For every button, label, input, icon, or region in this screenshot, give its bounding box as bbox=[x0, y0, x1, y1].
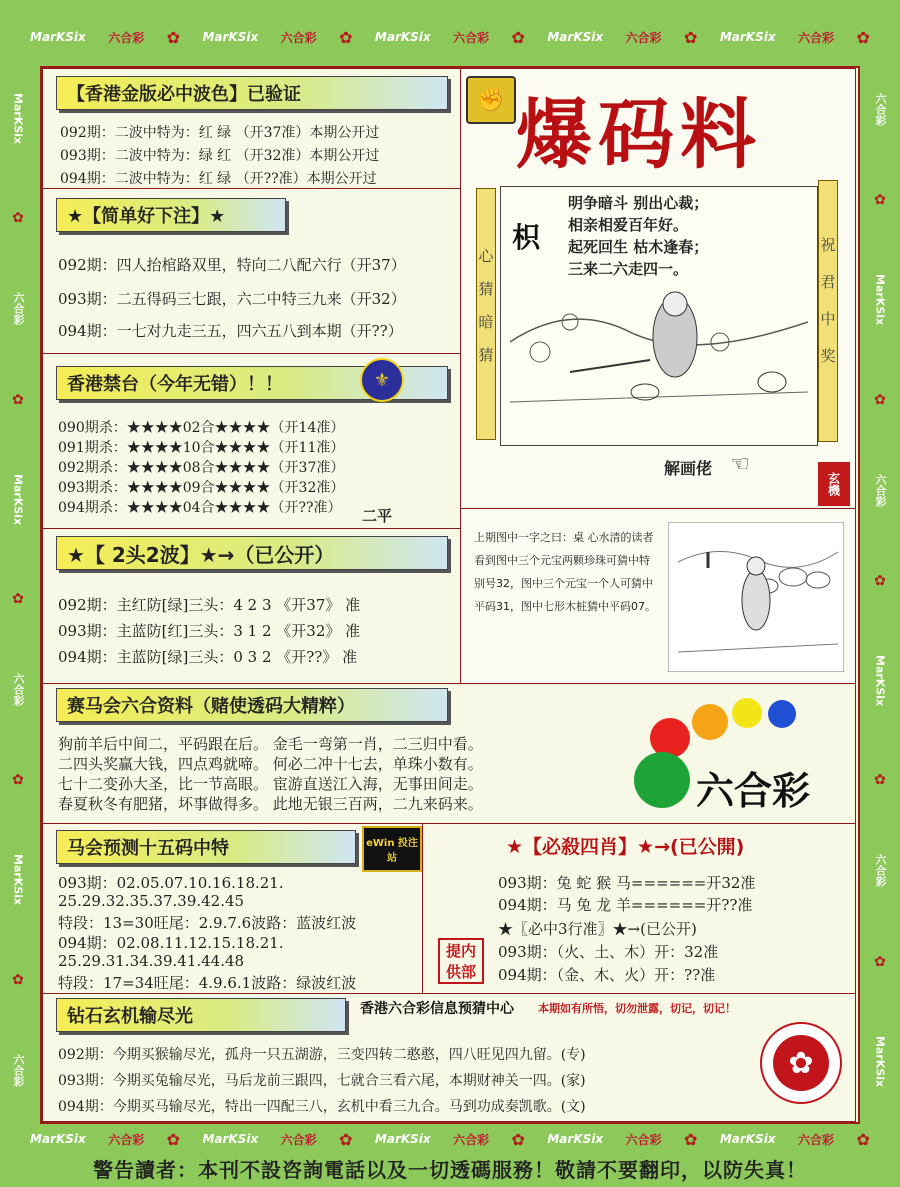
text-line: 092期：四人抬棺路双里，特向二八配六行（开37） bbox=[58, 256, 406, 274]
section-title: 【香港金版必中波色】已验证 bbox=[56, 76, 448, 110]
section-title: ★【必殺四肖】★→(已公開) bbox=[506, 836, 745, 858]
brand-cn-text: 六合彩 bbox=[12, 1053, 25, 1087]
poster-illustration bbox=[510, 282, 808, 432]
left-border-strip bbox=[6, 60, 30, 1120]
brand-cn-text: 六合彩 bbox=[453, 1132, 490, 1147]
brand-text: MarKSix bbox=[374, 1132, 431, 1146]
text-line: 093期：兔 蛇 猴 马======开32准 bbox=[498, 874, 756, 892]
flower-icon: ✿ bbox=[874, 192, 886, 209]
flower-icon: ✿ bbox=[339, 1129, 353, 1149]
flower-icon: ✿ bbox=[874, 772, 886, 789]
brand-text: MarKSix bbox=[30, 30, 86, 44]
brand-text: MarKSix bbox=[11, 473, 25, 525]
text-line: 094期：今期买马输尽光，特出一四配三八，玄机中看三九合。马到功成奏凯歌。(文) bbox=[58, 1099, 586, 1115]
text-line: 特段：17=34旺尾：4.9.6.1波路：绿波红波 bbox=[58, 974, 357, 992]
poster-title: 爆码料 bbox=[516, 90, 762, 179]
flower-icon: ✿ bbox=[874, 572, 886, 589]
brand-cn-text: 六合彩 bbox=[874, 473, 887, 507]
text-line: 091期杀：★★★★10合★★★★（开11准） bbox=[58, 440, 345, 456]
text-line: 092期：二波中特为：红 绿 （开37准）本期公开过 bbox=[60, 125, 380, 141]
warning-banner: 警告讀者：本刊不設咨詢電話以及一切透碼服務！敬請不要翻印，以防失真！ bbox=[0, 1150, 900, 1187]
hint-label: 解画佬 bbox=[664, 459, 713, 478]
flower-icon: ✿ bbox=[339, 27, 353, 47]
text-line: 093期：主蓝防[红]三头：3 1 2 《开32》 准 bbox=[58, 622, 361, 640]
flower-icon: ✿ bbox=[856, 27, 870, 47]
brand-text: MarKSix bbox=[30, 1132, 86, 1146]
logo-text: 六合彩 bbox=[696, 768, 811, 813]
text-line: 094期：一七对九走三五，四六五八到本期（开??） bbox=[58, 322, 403, 340]
clue-illustration bbox=[668, 522, 844, 672]
flower-icon: ✿ bbox=[12, 210, 24, 227]
right-border-strip bbox=[868, 60, 892, 1120]
brand-cn-text: 六合彩 bbox=[280, 1132, 317, 1147]
fist-stamp-icon: ✊ bbox=[466, 76, 516, 124]
brand-cn-text: 六合彩 bbox=[453, 30, 490, 45]
center-name: 香港六合彩信息预猜中心 bbox=[360, 1001, 514, 1017]
flower-icon: ✿ bbox=[683, 1129, 698, 1149]
brand-text: MarKSix bbox=[374, 30, 431, 44]
rod-text: 祝君中奖 bbox=[818, 237, 837, 385]
bauhinia-seal-icon bbox=[760, 1022, 842, 1104]
poem-line: 起死回生 枯木逢春； bbox=[568, 238, 709, 256]
text-line: ★〖必中3行准〗★→(已公开) bbox=[498, 920, 697, 938]
brand-cn-text: 六合彩 bbox=[12, 673, 25, 707]
text-line: 特段：13=30旺尾：2.9.7.6波路：蓝波红波 bbox=[58, 914, 357, 932]
clue-text: 上期图中一字之曰：桌 心水清的读者看到图中三个元宝两颗珍珠可猜中特别号32，图中三个元宝一个人可猜中平码31，图中七形木桩猜中平码07。 bbox=[474, 531, 656, 613]
brand-cn-text: 六合彩 bbox=[625, 1132, 662, 1147]
flower-icon: ✿ bbox=[12, 590, 24, 607]
flower-icon: ✿ bbox=[874, 391, 886, 408]
brand-text: MarKSix bbox=[11, 93, 25, 145]
poem-char: 枳 bbox=[512, 221, 541, 254]
lottery-ball-icon bbox=[692, 704, 728, 740]
brand-cn-text: 六合彩 bbox=[625, 30, 662, 45]
flower-icon: ✿ bbox=[683, 27, 698, 47]
jockey-club-logo-icon: ⚜ bbox=[360, 358, 404, 402]
poem-line: 相亲相爱百年好。 bbox=[568, 216, 689, 234]
ewin-badge: eWin 投注站 bbox=[362, 826, 422, 872]
lottery-ball-icon bbox=[768, 700, 796, 728]
brand-text: MarKSix bbox=[873, 655, 887, 707]
text-line: 093期：二波中特为：绿 红 （开32准）本期公开过 bbox=[60, 148, 380, 164]
text-line: 狗前羊后中间二，平码跟在后。 金毛一弯第一肖，二三归中看。 bbox=[58, 735, 483, 753]
flower-icon: ✿ bbox=[166, 27, 181, 47]
flower-icon: ✿ bbox=[12, 391, 24, 408]
text-line: 093期：（火、土、木）开：32准 bbox=[498, 943, 719, 961]
text-line: 092期：今期买猴输尽光，孤舟一只五湖游，三变四转二憨憨，四八旺见四九留。(专) bbox=[58, 1047, 586, 1063]
brand-cn-text: 六合彩 bbox=[108, 30, 145, 45]
flower-icon: ✿ bbox=[874, 953, 886, 970]
handwritten-note: 二平 bbox=[362, 507, 393, 525]
brand-text: MarKSix bbox=[547, 1132, 604, 1146]
flower-icon: ✿ bbox=[166, 1129, 181, 1149]
internal-stamp: 提内供部 bbox=[438, 938, 484, 984]
section-title: 钻石玄机输尽光 bbox=[56, 998, 346, 1032]
text-line: 092期杀：★★★★08合★★★★（开37准） bbox=[58, 460, 345, 476]
lottery-ball-icon bbox=[732, 698, 762, 728]
pointing-hand-icon: ☜ bbox=[730, 452, 750, 477]
brand-text: MarKSix bbox=[719, 30, 776, 44]
text-line: 25.29.32.35.37.39.42.45 bbox=[58, 892, 245, 910]
rod-text: 心猜暗猜 bbox=[476, 248, 495, 380]
badge: 玄機 bbox=[818, 462, 850, 506]
section-title: ★【 2头2波】★→（已公开） bbox=[56, 536, 448, 570]
text-line: 093期：二五得码三七跟，六二中特三九来（开32） bbox=[58, 290, 406, 308]
brand-cn-text: 六合彩 bbox=[874, 93, 887, 127]
text-line: 094期：马 兔 龙 羊======开??准 bbox=[498, 896, 753, 914]
text-line: 094期：主蓝防[绿]三头：0 3 2 《开??》 准 bbox=[58, 648, 358, 666]
text-line: 25.29.31.34.39.41.44.48 bbox=[58, 952, 245, 970]
poem-line: 三来二六走四一。 bbox=[568, 260, 689, 278]
text-line: 二四头奖赢大钱，四点鸡就啼。 何必二冲十七去，单珠小数有。 bbox=[58, 755, 483, 773]
brand-text: MarKSix bbox=[202, 30, 259, 44]
section-title: 马会预测十五码中特 bbox=[56, 830, 356, 864]
text-line: 094期：（金、木、火）开：??准 bbox=[498, 966, 716, 984]
flower-icon: ✿ bbox=[12, 772, 24, 789]
brand-cn-text: 六合彩 bbox=[108, 1132, 145, 1147]
section-title: ★【简单好下注】★ bbox=[56, 198, 286, 232]
text-line: 090期杀：★★★★02合★★★★（开14准） bbox=[58, 420, 345, 436]
left-scroll-rod bbox=[476, 188, 496, 440]
text-line: 092期：主红防[绿]三头：4 2 3 《开37》 准 bbox=[58, 596, 361, 614]
text-line: 093期：02.05.07.10.16.18.21. bbox=[58, 874, 284, 892]
text-line: 093期：今期买兔输尽光，马后龙前三跟四，七就合三看六尾，本期财神关一四。(家) bbox=[58, 1073, 586, 1089]
brand-text: MarKSix bbox=[719, 1132, 776, 1146]
text-line: 094期：02.08.11.12.15.18.21. bbox=[58, 934, 284, 952]
brand-text: MarKSix bbox=[11, 854, 25, 906]
text-line: 094期杀：★★★★04合★★★★（开??准） bbox=[58, 500, 342, 516]
flower-icon: ✿ bbox=[12, 971, 24, 988]
brand-cn-text: 六合彩 bbox=[798, 30, 835, 45]
brand-cn-text: 六合彩 bbox=[12, 292, 25, 326]
right-scroll-rod bbox=[818, 180, 838, 442]
section-title: 赛马会六合资料（赌使透码大精粹） bbox=[56, 688, 448, 722]
flower-icon: ✿ bbox=[511, 27, 525, 47]
text-line: 春夏秋冬有肥猪，坏事做得多。 此地无银三百两，二九来码来。 bbox=[58, 795, 483, 813]
poem-line: 明争暗斗 别出心裁； bbox=[568, 194, 709, 212]
bottom-border-strip bbox=[30, 1128, 870, 1150]
bauhinia-icon: ✿ bbox=[773, 1035, 829, 1091]
brand-cn-text: 六合彩 bbox=[874, 854, 887, 888]
notice-text: 本期如有所悟，切勿泄露，切记，切记！ bbox=[538, 1002, 736, 1015]
brand-text: MarKSix bbox=[202, 1132, 259, 1146]
text-line: 093期杀：★★★★09合★★★★（开32准） bbox=[58, 480, 345, 496]
brand-cn-text: 六合彩 bbox=[798, 1132, 835, 1147]
lottery-ball-icon bbox=[634, 752, 690, 808]
text-line: 094期：二波中特为：红 绿 （开??准）本期公开过 bbox=[60, 171, 377, 187]
brand-text: MarKSix bbox=[547, 30, 604, 44]
brand-text: MarKSix bbox=[873, 1035, 887, 1087]
top-border-strip bbox=[30, 26, 870, 48]
brand-cn-text: 六合彩 bbox=[280, 30, 317, 45]
flower-icon: ✿ bbox=[856, 1129, 870, 1149]
flower-icon: ✿ bbox=[511, 1129, 525, 1149]
section-title: 香港禁台（今年无错）！！ bbox=[56, 366, 448, 400]
brand-text: MarKSix bbox=[873, 274, 887, 326]
text-line: 七十二变孙大圣，比一节高眼。 宦游直送江入海，无事田间走。 bbox=[58, 775, 483, 793]
